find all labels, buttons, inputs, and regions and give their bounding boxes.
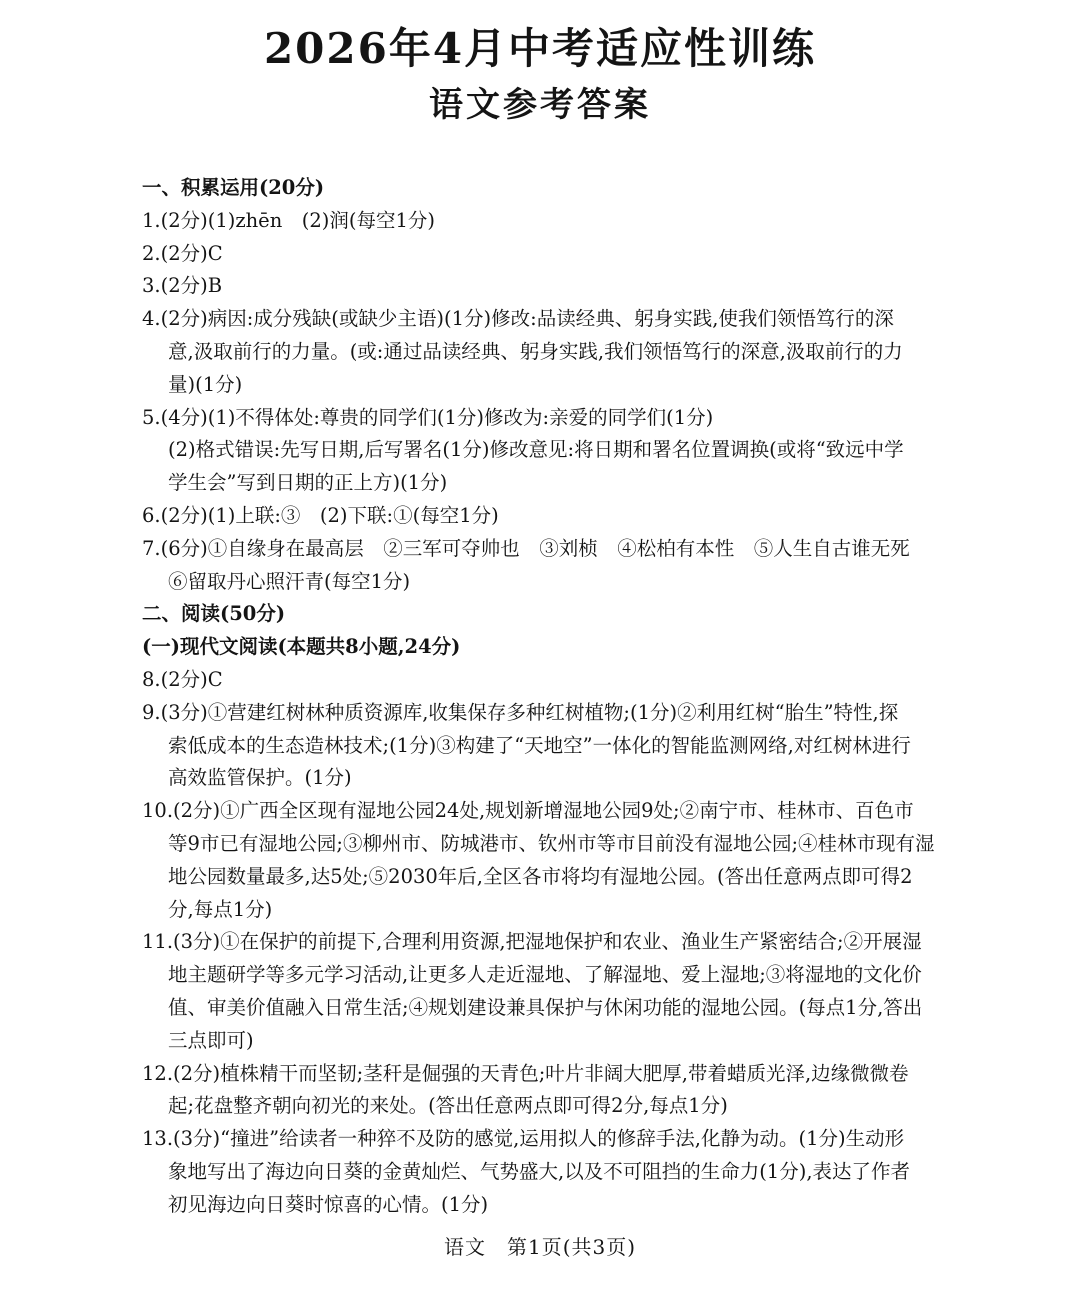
answer-line: 5.(4分)(1)不得体处:尊贵的同学们(1分)修改为:亲爱的同学们(1分) <box>142 405 714 429</box>
answer-line: 3.(2分)B <box>142 274 223 298</box>
answer-line: 10.(2分)①广西全区现有湿地公园24处,规划新增湿地公园9处;②南宁市、桂林市、百色市 <box>142 799 914 823</box>
section-heading: 一、积累运用(20分) <box>142 176 325 199</box>
page-footer: 语文 第1页(共3页) <box>443 1235 637 1259</box>
subsection-heading: (一)现代文阅读(本题共8小题,24分) <box>142 635 461 659</box>
page-title: 2026年4月中考适应性训练 <box>263 24 817 73</box>
answer-line: 12.(2分)植株精干而坚韧;茎秆是倔强的天青色;叶片非阔大肥厚,带着蜡质光泽,边缘微微卷 <box>142 1061 909 1085</box>
answer-line: 9.(3分)①营建红树林种质资源库,收集保存多种红树植物;(1分)②利用红树“胎生”特性,探 <box>142 700 899 724</box>
answer-line: 6.(2分)(1)上联:③ (2)下联:①(每空1分) <box>142 503 499 527</box>
section-heading: 二、阅读(50分) <box>142 602 286 626</box>
page-subtitle: 语文参考答案 <box>429 85 651 125</box>
answer-line: 起;花盘整齐朝向初光的来处。(答出任意两点即可得2分,每点1分) <box>168 1094 728 1118</box>
answer-line: 1.(2分)(1)zhēn (2)润(每空1分) <box>142 208 436 232</box>
answer-line: 7.(6分)①自缘身在最高层 ②三军可夺帅也 ③刘桢 ④松柏有本性 ⑤人生自古谁无死 <box>142 536 910 560</box>
answer-line: (2)格式错误:先写日期,后写署名(1分)修改意见:将日期和署名位置调换(或将“致远中学 <box>168 438 904 462</box>
answer-line: 学生会”写到日期的正上方)(1分) <box>168 471 448 495</box>
answer-line: 分,每点1分) <box>168 897 273 921</box>
answer-line: 8.(2分)C <box>142 667 223 691</box>
answer-line: 值、审美价值融入日常生活;④规划建设兼具保护与休闲功能的湿地公园。(每点1分,答出 <box>168 995 923 1019</box>
answer-line: 初见海边向日葵时惊喜的心情。(1分) <box>168 1192 489 1216</box>
answer-line: 等9市已有湿地公园;③柳州市、防城港市、钦州市等市目前没有湿地公园;④桂林市现有湿 <box>168 831 935 855</box>
answer-line: 高效监管保护。(1分) <box>168 766 352 790</box>
answer-line: 2.(2分)C <box>142 241 223 265</box>
answer-line: 象地写出了海边向日葵的金黄灿烂、气势盛大,以及不可阻挡的生命力(1分),表达了作者 <box>168 1159 911 1183</box>
answer-line: ⑥留取丹心照汗青(每空1分) <box>168 569 411 593</box>
answer-line: 量)(1分) <box>168 372 243 396</box>
answer-line: 三点即可) <box>168 1028 254 1052</box>
answer-line: 意,汲取前行的力量。(或:通过品读经典、躬身实践,我们领悟笃行的深意,汲取前行的力 <box>168 339 903 363</box>
answer-line: 11.(3分)①在保护的前提下,合理利用资源,把湿地保护和农业、渔业生产紧密结合;②开展湿 <box>142 930 922 954</box>
answer-line: 索低成本的生态造林技术;(1分)③构建了“天地空”一体化的智能监测网络,对红树林进行 <box>168 733 911 757</box>
answer-line: 13.(3分)“撞进”给读者一种猝不及防的感觉,运用拟人的修辞手法,化静为动。(1分)生动形 <box>142 1127 905 1151</box>
answer-content <box>142 172 968 1222</box>
answer-line: 4.(2分)病因:成分残缺(或缺少主语)(1分)修改:品读经典、躬身实践,使我们领悟笃行的深 <box>142 307 894 331</box>
answer-line: 地主题研学等多元学习活动,让更多人走近湿地、了解湿地、爱上湿地;③将湿地的文化价 <box>168 963 922 987</box>
answer-line: 地公园数量最多,达5处;⑤2030年后,全区各市将均有湿地公园。(答出任意两点即可得2 <box>168 864 913 888</box>
